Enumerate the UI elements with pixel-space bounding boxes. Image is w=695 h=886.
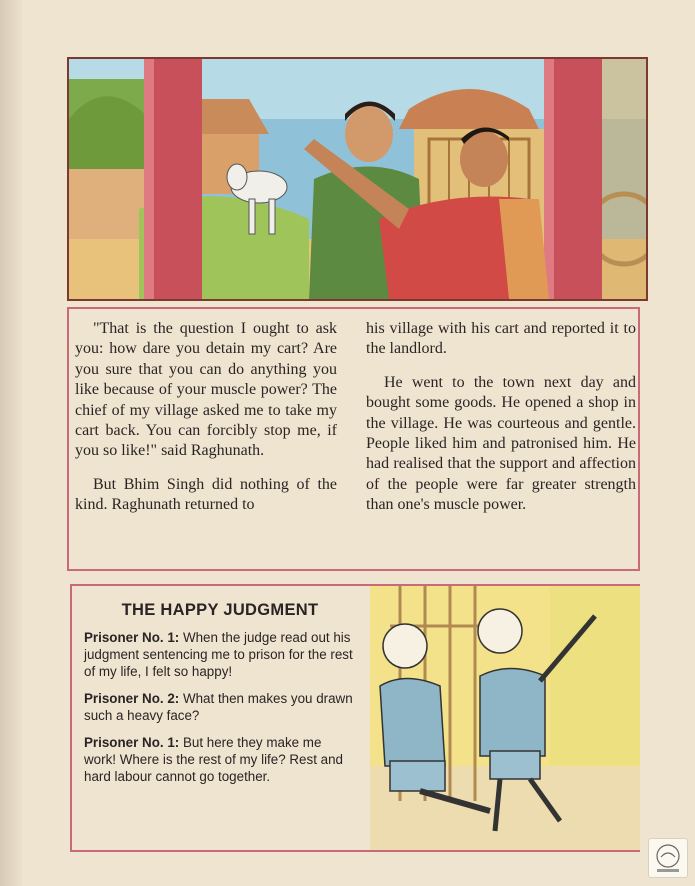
story-right-column <box>366 319 636 529</box>
joke-speaker: Prisoner No. 2: <box>84 691 180 706</box>
joke-line <box>84 690 356 724</box>
archive-logo-icon <box>649 839 687 877</box>
story-paragraph: "That is the question I ought to ask you: how dare you detain my cart? Are you sure that you can do anything you like because of your muscle power? The chief of my village asked me to take my cart back. You can forcibly stop me, if you so like!" said Raghunath. <box>75 320 337 460</box>
village-scene-illustration <box>69 59 646 299</box>
joke-speaker: Prisoner No. 1: <box>84 735 180 750</box>
joke-title: THE HAPPY JUDGMENT <box>121 601 319 619</box>
story-illustration <box>67 57 648 301</box>
joke-box <box>70 584 640 852</box>
joke-line-text: But here they make me work! Where is the rest of my life? Rest and hard labour cannot go together. <box>84 735 343 784</box>
story-text-box <box>67 307 640 571</box>
joke-line-text: When the judge read out his judgment sentencing me to prison for the rest of my life, I felt so happy! <box>84 630 353 679</box>
story-paragraph: his village with his cart and reported it to the landlord. <box>366 320 636 358</box>
joke-line <box>84 629 356 680</box>
joke-speaker: Prisoner No. 1: <box>84 630 180 645</box>
joke-line-text: What then makes you drawn such a heavy face? <box>84 691 353 723</box>
archive-stamp-logo <box>648 838 688 878</box>
joke-line <box>84 734 356 785</box>
joke-cartoon <box>370 586 640 850</box>
story-left-column <box>75 319 337 529</box>
joke-text <box>84 596 356 795</box>
story-paragraph: He went to the town next day and bought some goods. He opened a shop in the village. He was courteous and gentle. People liked him and patronised him. He had realised that the support and affection of the people were far greater strength than one's muscle power. <box>366 373 636 514</box>
prisoners-cartoon-illustration <box>370 586 640 850</box>
story-paragraph: But Bhim Singh did nothing of the kind. Raghunath returned to <box>75 475 337 514</box>
page-edge <box>0 0 22 886</box>
